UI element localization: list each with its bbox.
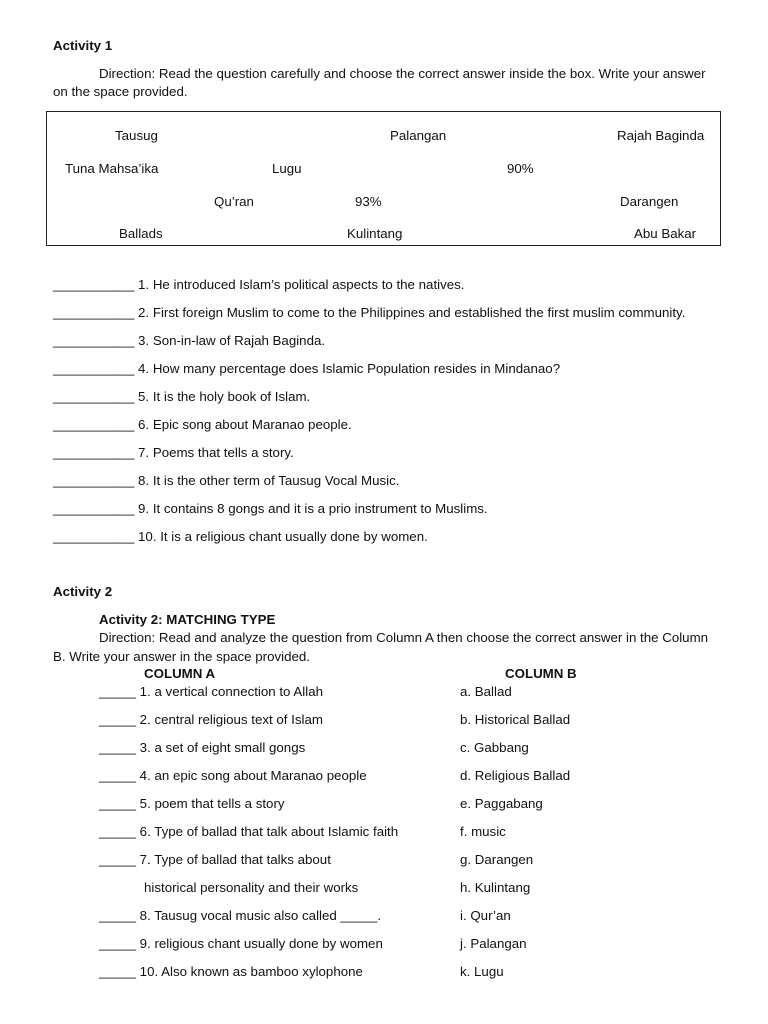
word-box-item: 93% <box>355 194 382 209</box>
question-item: ___________ 3. Son-in-law of Rajah Baginda. <box>53 333 326 348</box>
column-a-item: _____ 10. Also known as bamboo xylophone <box>99 964 363 979</box>
activity2-heading: Activity 2 <box>53 584 113 599</box>
column-a-item: _____ 2. central religious text of Islam <box>99 712 323 727</box>
column-b-item: d. Religious Ballad <box>460 768 571 783</box>
column-a-item-continuation: historical personality and their works <box>144 880 359 895</box>
word-box-item: 90% <box>507 161 534 176</box>
word-box-item: Qu’ran <box>214 194 254 209</box>
column-a-item: _____ 8. Tausug vocal music also called _____. <box>99 908 382 923</box>
column-a-item: _____ 4. an epic song about Maranao people <box>99 768 367 783</box>
activity2-subheading: Activity 2: MATCHING TYPE <box>99 612 276 627</box>
word-box-item: Darangen <box>620 194 679 209</box>
question-item: ___________ 7. Poems that tells a story. <box>53 445 294 460</box>
word-box-item: Rajah Baginda <box>617 128 705 143</box>
word-box-item: Kulintang <box>347 226 403 241</box>
word-box-item: Lugu <box>272 161 302 176</box>
column-a-header: COLUMN A <box>144 666 216 681</box>
question-item: ___________ 2. First foreign Muslim to come to the Philippines and established the first muslim community. <box>53 305 686 320</box>
column-b-item: k. Lugu <box>460 964 504 979</box>
word-box-item: Abu Bakar <box>634 226 697 241</box>
question-item: ___________ 10. It is a religious chant usually done by women. <box>53 529 428 544</box>
word-box-item: Tuna Mahsa’ika <box>65 161 159 176</box>
question-item: ___________ 5. It is the holy book of Islam. <box>53 389 311 404</box>
column-b-item: a. Ballad <box>460 684 512 699</box>
column-a-item: _____ 1. a vertical connection to Allah <box>99 684 323 699</box>
question-item: ___________ 8. It is the other term of Tausug Vocal Music. <box>53 473 400 488</box>
column-a-item: _____ 7. Type of ballad that talks about <box>99 852 331 867</box>
question-item: ___________ 9. It contains 8 gongs and it is a prio instrument to Muslims. <box>53 501 488 516</box>
word-box <box>46 111 721 246</box>
activity1-direction-line2: on the space provided. <box>53 84 188 99</box>
activity2-direction-line2: B. Write your answer in the space provided. <box>53 649 310 664</box>
column-a-item: _____ 5. poem that tells a story <box>99 796 285 811</box>
activity2-direction-line1: Direction: Read and analyze the question from Column A then choose the correct answer in the Column <box>99 630 709 645</box>
column-a-item: _____ 6. Type of ballad that talk about Islamic faith <box>99 824 399 839</box>
activity1-heading: Activity 1 <box>53 38 113 53</box>
column-b-item: j. Palangan <box>460 936 527 951</box>
word-box-item: Ballads <box>119 226 163 241</box>
question-item: ___________ 6. Epic song about Maranao people. <box>53 417 352 432</box>
column-a-item: _____ 9. religious chant usually done by women <box>99 936 383 951</box>
column-b-header: COLUMN B <box>505 666 577 681</box>
column-b-item: e. Paggabang <box>460 796 543 811</box>
activity1-direction-line1: Direction: Read the question carefully and choose the correct answer inside the box. Write your answer <box>99 66 706 81</box>
question-item: ___________ 1. He introduced Islam’s political aspects to the natives. <box>53 277 465 292</box>
question-item: ___________ 4. How many percentage does Islamic Population resides in Mindanao? <box>53 361 561 376</box>
column-b-item: h. Kulintang <box>460 880 531 895</box>
column-b-item: i. Qur’an <box>460 908 511 923</box>
column-b-item: f. music <box>460 824 506 839</box>
column-a-item: _____ 3. a set of eight small gongs <box>99 740 306 755</box>
column-b-item: g. Darangen <box>460 852 534 867</box>
column-b-item: c. Gabbang <box>460 740 529 755</box>
word-box-item: Palangan <box>390 128 447 143</box>
column-b-item: b. Historical Ballad <box>460 712 571 727</box>
word-box-item: Tausug <box>115 128 158 143</box>
